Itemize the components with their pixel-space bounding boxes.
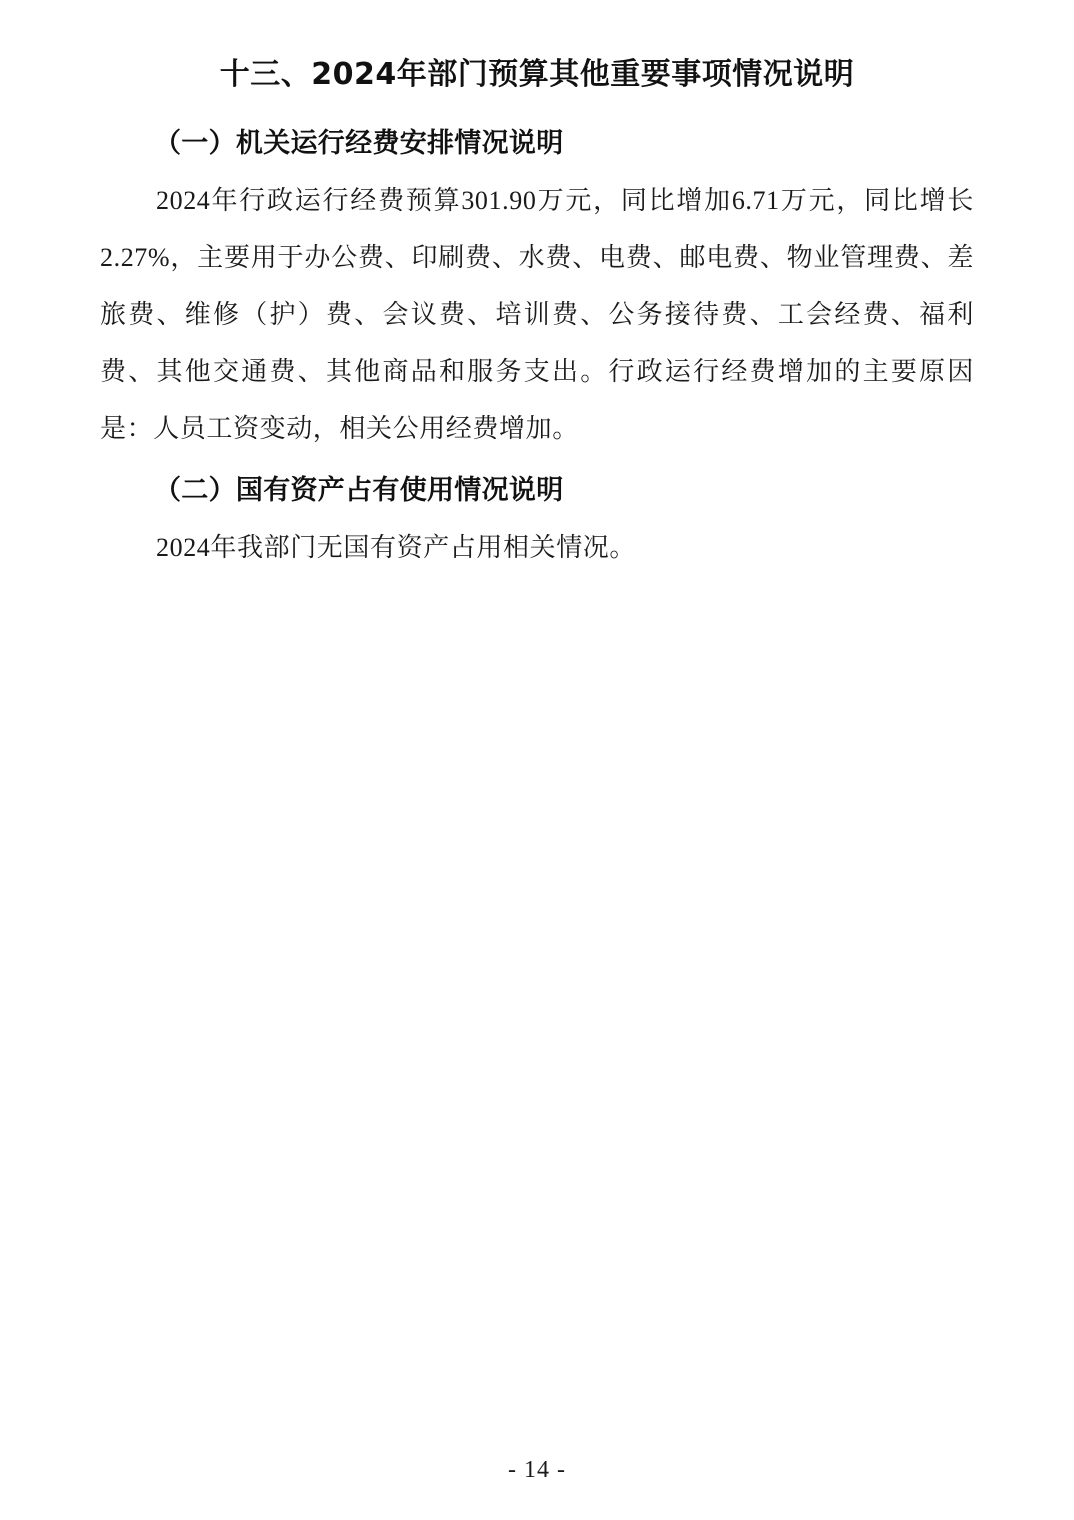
section-paragraph-2: 2024年我部门无国有资产占用相关情况。 <box>156 533 637 562</box>
section-heading-1: （一）机关运行经费安排情况说明 <box>154 128 564 159</box>
page-title: 十三、2024年部门预算其他重要事项情况说明 <box>219 57 855 92</box>
page-number: - 14 - <box>508 1457 566 1483</box>
section-heading-2: （二）国有资产占有使用情况说明 <box>154 475 564 506</box>
section-paragraph-1: 2024年行政运行经费预算301.90万元，同比增加6.71万元，同比增长2.27%，主要用于办公费、印刷费、水费、电费、邮电费、物业管理费、差旅费、维修（护）费、会议费、培训费、公务接待费、工会经费、福利费、其他交通费、其他商品和服务支出。行政运行经费增加的主要原因是：人员工资变动，相关公用经费增加。 <box>100 186 974 443</box>
